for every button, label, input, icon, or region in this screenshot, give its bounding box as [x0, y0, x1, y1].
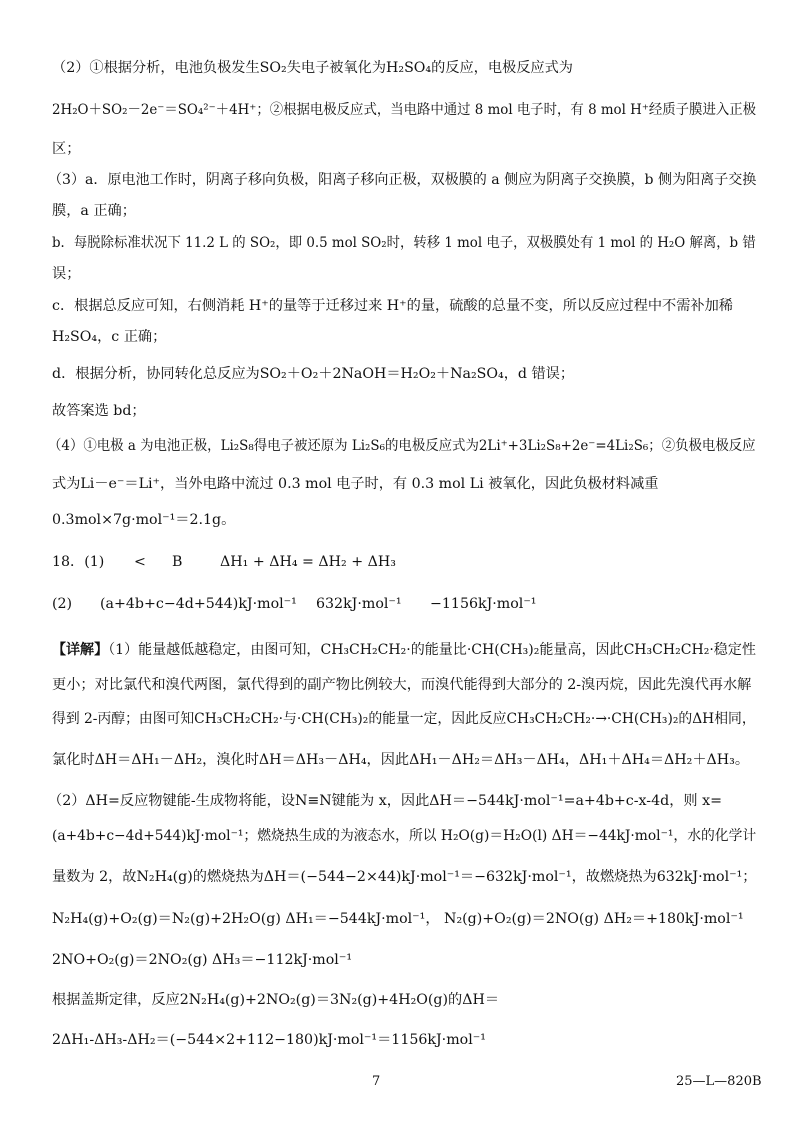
detail-label: 【详解】 — [52, 642, 109, 658]
text-line: （2）ΔH=反应物键能-生成物将能，设N≡N键能为 x，因此ΔH＝−544kJ·mol⁻¹=a+4b+c-x-4d，则 x= — [48, 793, 722, 809]
detail-first-line — [52, 640, 756, 660]
text-line: 2ΔH₁-ΔH₃-ΔH₂＝(−544×2+112−180)kJ·mol⁻¹＝1156kJ·mol⁻¹ — [52, 1032, 486, 1048]
text-line: 误； — [52, 266, 81, 282]
text-line: (a+4b+c−4d+544)kJ·mol⁻¹；燃烧热生成的为液态水，所以 H₂O(g)＝H₂O(l) ΔH＝−44kJ·mol⁻¹，水的化学计 — [52, 828, 757, 844]
text-line: （3）a．原电池工作时，阴离子移向负极，阳离子移向正极，双极膜的 a 侧应为阴离子交换膜，b 侧为阳离子交换 — [48, 172, 757, 188]
q18-row2-answer-c: −1156kJ·mol⁻¹ — [430, 596, 537, 612]
text-line: 根据盖斯定律，反应2N₂H₄(g)+2NO₂(g)＝3N₂(g)+4H₂O(g)的ΔH＝ — [52, 992, 500, 1008]
text-line: 0.3mol×7g·mol⁻¹＝2.1g。 — [52, 512, 236, 528]
text-line: 故答案选 bd； — [52, 403, 146, 419]
q18-row2-number: (2) — [52, 596, 73, 612]
text-line: 式为Li－e⁻＝Li⁺，当外电路中流过 0.3 mol 电子时，有 0.3 mol Li 被氧化，因此负极材料减重 — [52, 476, 659, 492]
text-line: （4）①电极 a 为电池正极，Li₂S₈得电子被还原为 Li₂S₆的电极反应式为2Li⁺+3Li₂S₈+2e⁻=4Li₂S₆；②负极电极反应 — [48, 438, 756, 454]
text-line: 量数为 2，故N₂H₄(g)的燃烧热为ΔH＝(−544−2×44)kJ·mol⁻¹＝−632kJ·mol⁻¹，故燃烧热为632kJ·mol⁻¹； — [52, 869, 757, 885]
text-line: 2H₂O＋SO₂－2e⁻＝SO₄²⁻＋4H⁺；②根据电极反应式，当电路中通过 8 mol 电子时，有 8 mol H⁺经质子膜进入正极 — [52, 102, 757, 118]
page-number: 7 — [372, 1074, 381, 1089]
text-line: 膜，a 正确； — [52, 203, 136, 219]
text-line: H₂SO₄，c 正确； — [52, 329, 167, 345]
text-line: （2）①根据分析，电池负极发生SO₂失电子被氧化为H₂SO₄的反应，电极反应式为 — [52, 60, 573, 76]
text-line: 得到 2-丙醇；由图可知CH₃CH₂CH₂·与·CH(CH₃)₂的能量一定，因此反应CH₃CH₂CH₂·→·CH(CH₃)₂的ΔH相同， — [52, 711, 756, 727]
text-line: N₂H₄(g)+O₂(g)＝N₂(g)+2H₂O(g) ΔH₁＝−544kJ·mol⁻¹， N₂(g)+O₂(g)＝2NO(g) ΔH₂＝+180kJ·mol⁻¹ — [52, 911, 744, 927]
document-code: 25—L—820B — [676, 1074, 762, 1089]
text-line: 区； — [52, 141, 81, 157]
text-line: b．每脱除标准状况下 11.2 L 的 SO₂，即 0.5 mol SO₂时，转移 1 mol 电子，双极膜处有 1 mol 的 H₂O 解离，b 错 — [52, 235, 756, 251]
q18-row1-answer-a: < — [134, 554, 146, 570]
q18-row1-answer-b: B — [172, 554, 183, 570]
text-line: d．根据分析，协同转化总反应为SO₂＋O₂＋2NaOH＝H₂O₂＋Na₂SO₄，d 错误； — [52, 366, 575, 382]
q18-row2-answer-a: (a+4b+c−4d+544)kJ·mol⁻¹ — [100, 596, 297, 612]
text-line: 2NO+O₂(g)＝2NO₂(g) ΔH₃＝−112kJ·mol⁻¹ — [52, 952, 353, 968]
q18-row1-number: 18．(1) — [52, 554, 105, 570]
q18-row1-answer-c: ΔH₁ + ΔH₄ = ΔH₂ + ΔH₃ — [220, 554, 396, 570]
detail-text: （1）能量越低越稳定，由图可知，CH₃CH₂CH₂·的能量比·CH(CH₃)₂能量高，因此CH₃CH₂CH₂·稳定性 — [108, 642, 756, 658]
text-line: 更小；对比氯代和溴代两图，氯代得到的副产物比例较大，而溴代能得到大部分的 2-溴丙烷，因此先溴代再水解 — [52, 677, 752, 693]
text-line: c．根据总反应可知，右侧消耗 H⁺的量等于迁移过来 H⁺的量，硫酸的总量不变，所以反应过程中不需补加稀 — [52, 298, 733, 314]
text-line: 氯化时ΔH＝ΔH₁－ΔH₂，溴化时ΔH＝ΔH₃－ΔH₄，因此ΔH₁－ΔH₂＝ΔH₃－ΔH₄，ΔH₁＋ΔH₄＝ΔH₂＋ΔH₃。 — [52, 752, 750, 768]
q18-row2-answer-b: 632kJ·mol⁻¹ — [316, 596, 402, 612]
